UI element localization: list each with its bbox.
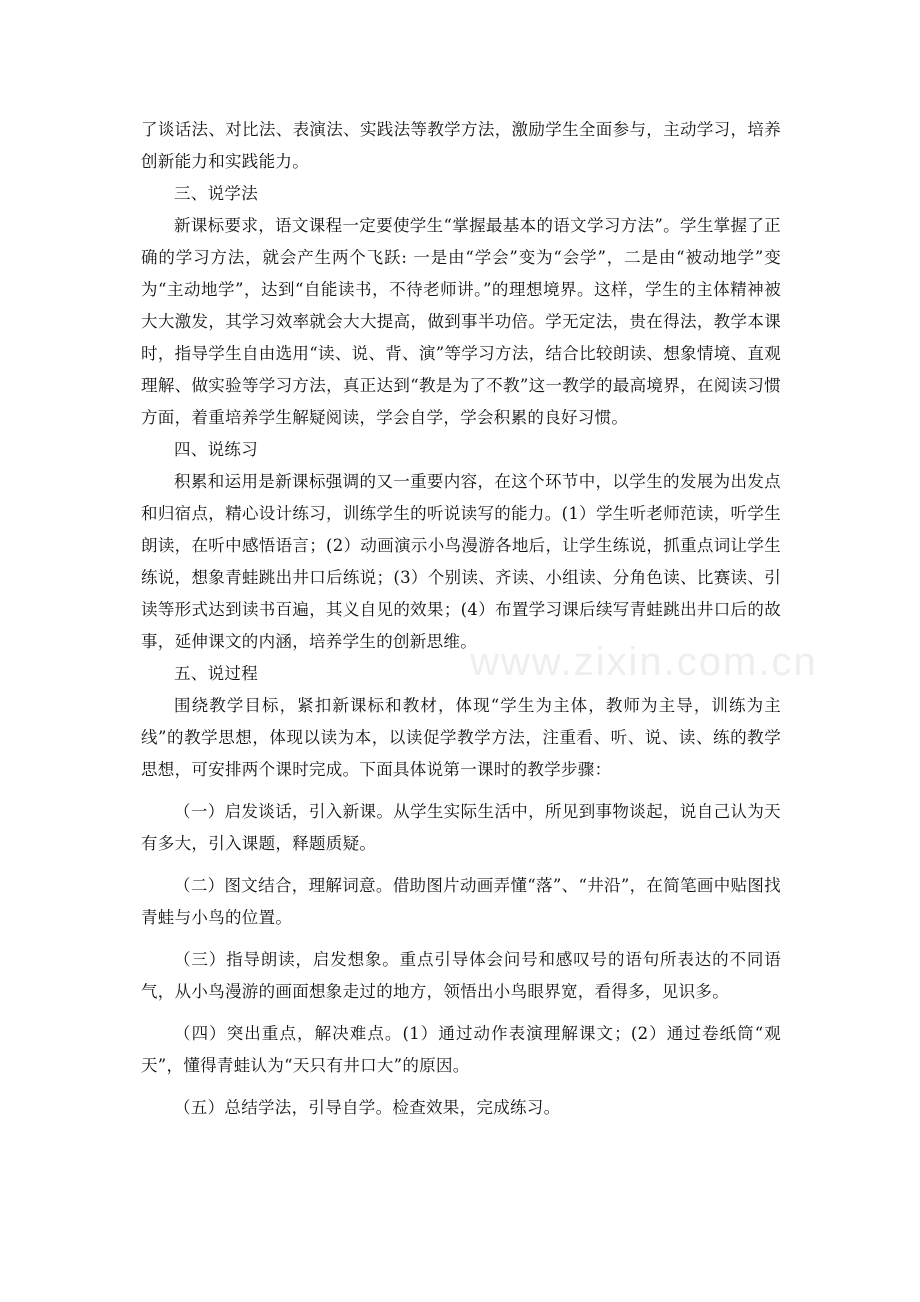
watermark: www.zixin.com.cn: [470, 640, 818, 684]
section-heading-practice: 四、说练习: [174, 440, 258, 459]
step-4: （四）突出重点，解决难点。(1）通过动作表演理解课文；(2）通过卷纸筒“观天”，懂得青蛙认为“天只有井口大”的原因。: [141, 1024, 781, 1075]
section-heading-study-method: 三、说学法: [174, 184, 258, 203]
step-1: （一）启发谈话，引入新课。从学生实际生活中，所见到事物谈起，说自己认为天有多大，引入课题，释题质疑。: [141, 802, 781, 853]
paragraph-methods-tail: 了谈话法、对比法、表演法、实践法等教学方法，激励学生全面参与，主动学习，培养创新能力和实践能力。: [141, 120, 781, 171]
section-heading-process: 五、说过程: [174, 664, 258, 683]
step-3: （三）指导朗读，启发想象。重点引导体会问号和感叹号的语句所表达的不同语气，从小鸟漫游的画面想象走过的地方，领悟出小鸟眼界宽，看得多，见识多。: [141, 950, 781, 1001]
paragraph-practice: 积累和运用是新课标强调的又一重要内容，在这个环节中，以学生的发展为出发点和归宿点，精心设计练习，训练学生的听说读写的能力。(1）学生听老师范读，听学生朗读，在听中感悟语言；(2）动画演示小鸟漫游各地后，让学生练说，抓重点词让学生练说，想象青蛙跳出井口后练说；(3）个别读、齐读、小组读、分角色读、比赛读、引读等形式达到读书百遍，其义自见的效果；(4）布置学习课后续写青蛙跳出井口后的故事，延伸课文的内涵，培养学生的创新思维。: [141, 472, 781, 651]
paragraph-study-method: 新课标要求，语文课程一定要使学生“掌握最基本的语文学习方法”。学生掌握了正确的学习方法，就会产生两个飞跃: 一是由“学会”变为“会学”，二是由“被动地学”变为“主动地学”，达到“自能读书，不待老师讲。”的理想境界。这样，学生的主体精神被大大激发，其学习效率就会大大提高，做到事半功倍。学无定法，贵在得法，教学本课时，指导学生自由选用“读、说、背、演”等学习方法，结合比较朗读、想象情境、直观理解、做实验等学习方法，真正达到“教是为了不教”这一教学的最高境界，在阅读习惯方面，着重培养学生解疑阅读，学会自学，学会积累的良好习惯。: [141, 216, 781, 427]
step-2: （二）图文结合，理解词意。借助图片动画弄懂“落”、“井沿”，在简笔画中贴图找青蛙与小鸟的位置。: [141, 876, 781, 927]
paragraph-process: 围绕教学目标，紧扣新课标和教材，体现“学生为主体，教师为主导，训练为主线”的教学思想，体现以读为本，以读促学教学方法，注重看、听、说、读、练的教学思想，可安排两个课时完成。下面具体说第一课时的教学步骤：: [141, 696, 781, 779]
step-5: （五）总结学法，引导自学。检查效果，完成练习。: [174, 1098, 561, 1117]
document-body: [141, 114, 781, 1124]
